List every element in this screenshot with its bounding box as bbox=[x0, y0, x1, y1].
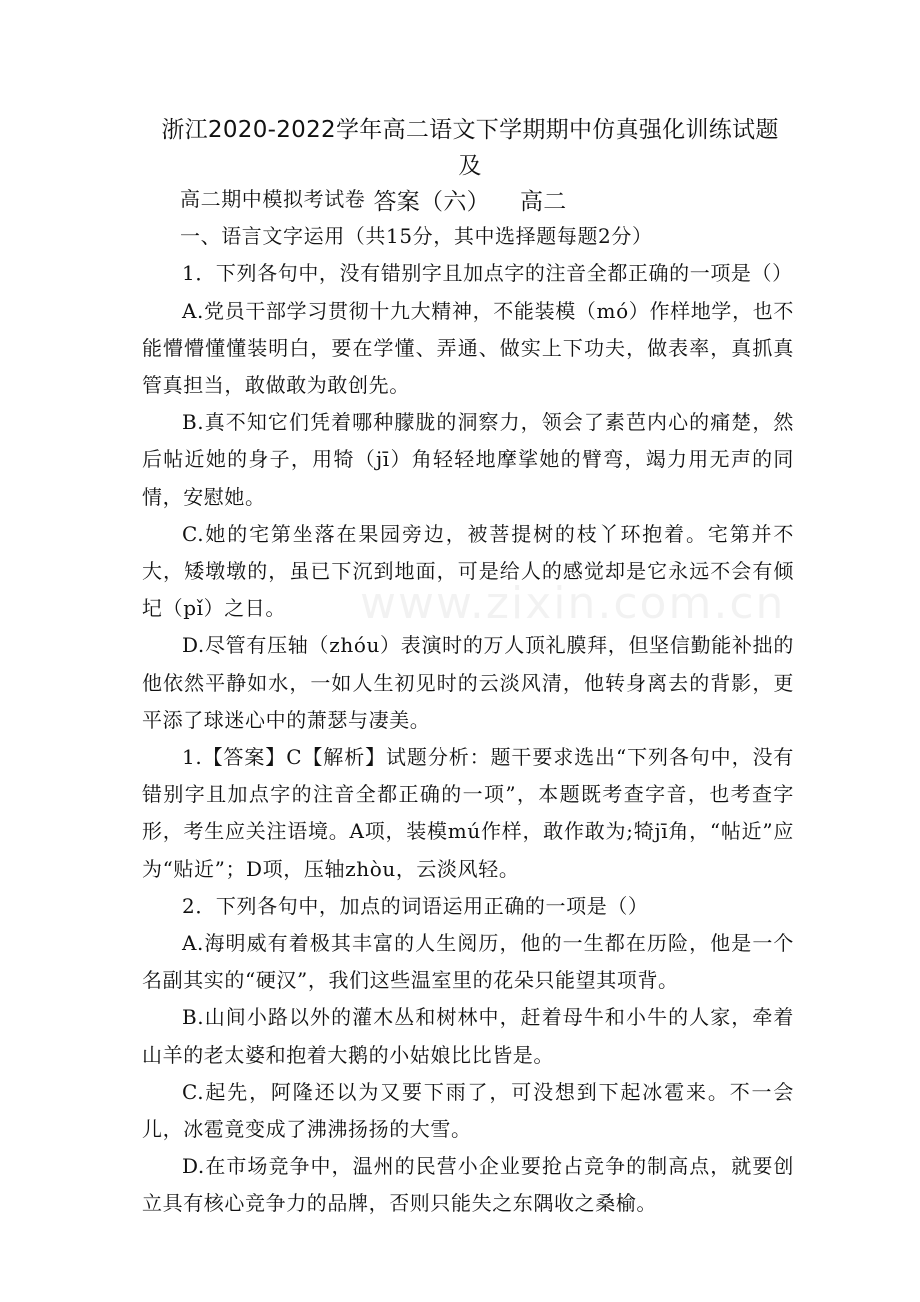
question-2-stem: 2．下列各句中，加点的词语运用正确的一项是（） bbox=[182, 893, 649, 918]
question-2-option-c: C.起先，阿隆还以为又要下雨了，可没想到下起冰雹来。不一会儿，冰雹竟变成了沸沸扬扬的大雪。 bbox=[142, 1079, 794, 1142]
question-1-answer: 1.【答案】C【解析】试题分析：题干要求选出“下列各句中，没有错别字且加点字的注音全都正确的一项”，本题既考查字音，也考查字形，考生应关注语境。A项，装模mú作样，敢作敢为;犄jī角，“帖近”应为“贴近”；D项，压轴zhòu，云淡风轻。 bbox=[142, 745, 794, 881]
question-2-option-b: B.山间小路以外的灌木丛和树林中，赶着母牛和小牛的人家，牵着山羊的老太婆和抱着大鹅的小姑娘比比皆是。 bbox=[142, 1005, 794, 1067]
question-1-stem: 1．下列各句中，没有错别字且加点字的注音全都正确的一项是（） bbox=[182, 261, 793, 286]
watermark: www.zixin.com.cn bbox=[360, 578, 786, 629]
title-line-2-text: 答案（六） bbox=[373, 189, 490, 215]
question-1-option-c: C.她的宅第坐落在果园旁边，被菩提树的枝丫环抱着。宅第并不大，矮墩墩的，虽已下沉到地面，可是给人的感觉却是它永远不会有倾圮（pǐ）之日。 bbox=[142, 521, 794, 621]
question-2-option-d: D.在市场竞争中，温州的民营小企业要抢占竞争的制高点，就要创立具有核心竞争力的品牌，否则只能失之东隅收之桑榆。 bbox=[142, 1154, 794, 1216]
question-1-option-a: A.党员干部学习贯彻十九大精神，不能装模（mó）作样地学，也不能懵懵懂懂装明白，要在学懂、弄通、做实上下功夫，做表率，真抓真管真担当，敢做敢为敢创先。 bbox=[142, 298, 794, 398]
title-grade: 高二 bbox=[519, 189, 567, 215]
question-1-option-b: B.真不知它们凭着哪种朦胧的洞察力，领会了素芭内心的痛楚，然后帖近她的身子，用犄（jī）角轻轻地摩挲她的臂弯，竭力用无声的同情，安慰她。 bbox=[142, 410, 794, 509]
section-heading: 一、语言文字运用（共15分，其中选择题每题2分） bbox=[180, 224, 653, 249]
question-2-option-a: A.海明威有着极其丰富的人生阅历，他的一生都在历险，他是一个名副其实的“硬汉”，我们这些温室里的花朵只能望其项背。 bbox=[142, 931, 794, 993]
exam-subtitle: 高二期中模拟考试卷 bbox=[180, 187, 366, 211]
title-line-1: 浙江2020-2022学年高二语文下学期期中仿真强化训练试题及 bbox=[161, 117, 779, 179]
document-body bbox=[142, 181, 794, 1223]
question-1-option-d: D.尽管有压轴（zhóu）表演时的万人顶礼膜拜，但坚信勤能补拙的他依然平静如水，一如人生初见时的云淡风清，他转身离去的背影，更平添了球迷心中的萧瑟与凄美。 bbox=[142, 633, 794, 732]
